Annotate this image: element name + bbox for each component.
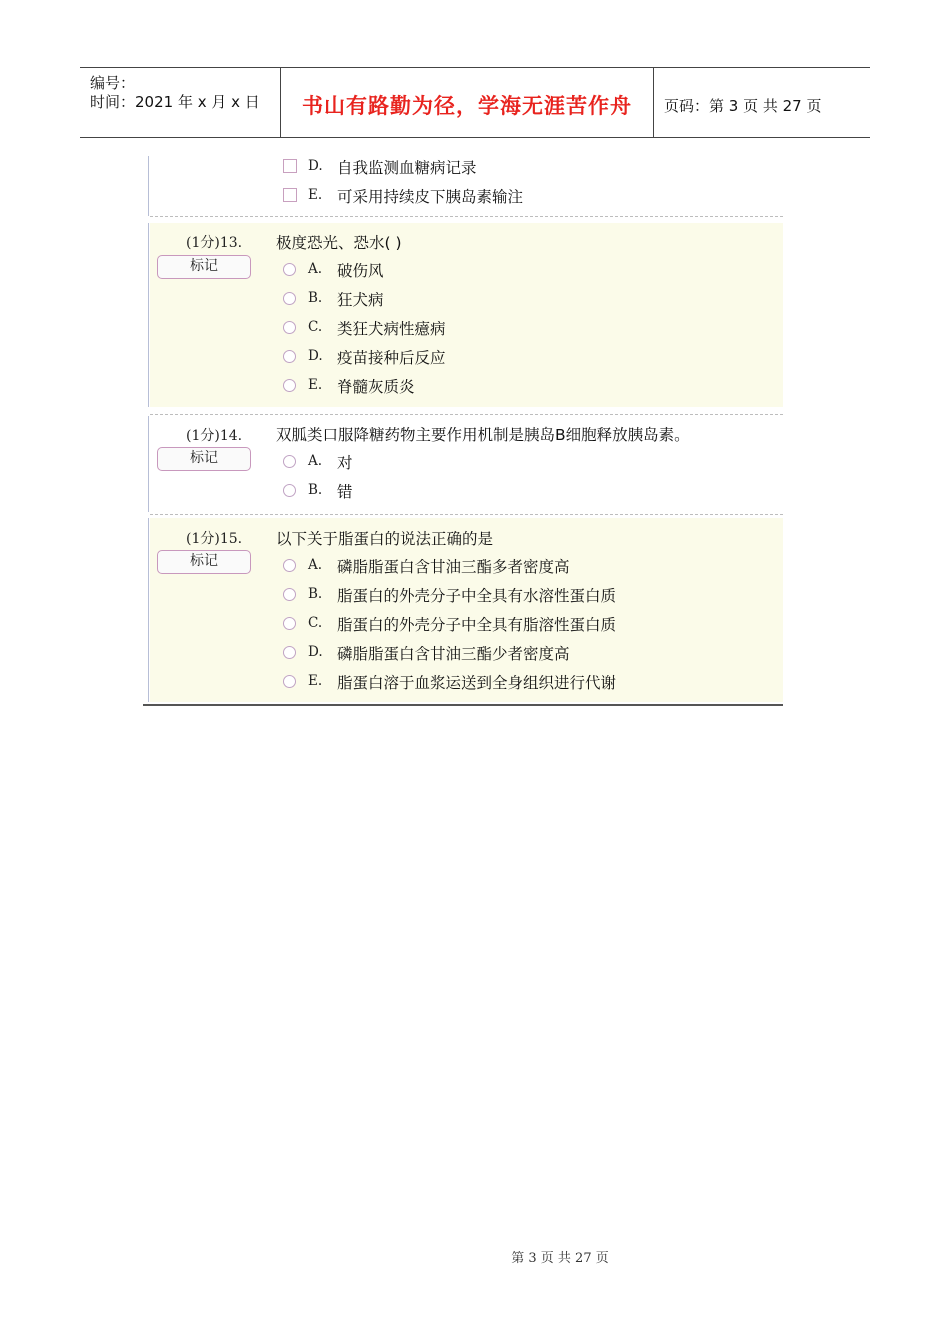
option-letter: E. (308, 377, 323, 393)
option-letter: D. (308, 158, 323, 174)
option-text: 可采用持续皮下胰岛素输注 (337, 188, 524, 206)
option-letter: D. (308, 348, 323, 364)
question-number: (1分)15. (186, 531, 243, 547)
divider (148, 223, 149, 407)
option-letter: A. (308, 261, 323, 277)
page-footer: 第 3 页 共 27 页 (511, 1251, 609, 1266)
motto: 书山有路勤为径，学海无涯苦作舟 (302, 94, 632, 118)
divider (148, 518, 149, 702)
question-text: 双胍类口服降糖药物主要作用机制是胰岛B细胞释放胰岛素。 (276, 426, 690, 444)
option-text: 狂犬病 (337, 291, 384, 309)
radio-button[interactable] (283, 675, 296, 688)
option-text: 对 (337, 454, 353, 472)
header-meta-cell (80, 68, 281, 137)
question-number: (1分)14. (186, 428, 243, 444)
question-number: (1分)13. (186, 235, 243, 251)
option-letter: A. (308, 557, 323, 573)
radio-button[interactable] (283, 350, 296, 363)
header-motto-cell (281, 68, 654, 137)
option-text: 脂蛋白的外壳分子中全具有水溶性蛋白质 (337, 587, 617, 605)
option-letter: A. (308, 453, 323, 469)
page-info: 页码：第 3 页 共 27 页 (664, 97, 822, 115)
radio-button[interactable] (283, 588, 296, 601)
document-header (80, 67, 870, 138)
divider (148, 156, 149, 216)
radio-button[interactable] (283, 379, 296, 392)
divider (150, 216, 783, 217)
option-letter: C. (308, 319, 323, 335)
option-text: 磷脂脂蛋白含甘油三酯多者密度高 (337, 558, 570, 576)
radio-button[interactable] (283, 321, 296, 334)
option-letter: B. (308, 290, 323, 306)
option-text: 类狂犬病性癔病 (337, 320, 446, 338)
question-13 (150, 223, 783, 407)
header-page-cell (654, 68, 870, 137)
radio-button[interactable] (283, 646, 296, 659)
option-text: 磷脂脂蛋白含甘油三酯少者密度高 (337, 645, 570, 663)
radio-button[interactable] (283, 292, 296, 305)
option-letter: D. (308, 644, 323, 660)
divider (150, 514, 783, 515)
option-letter: C. (308, 615, 323, 631)
option-text: 破伤风 (337, 262, 384, 280)
radio-button[interactable] (283, 559, 296, 572)
mark-button[interactable]: 标记 (157, 255, 251, 279)
option-text: 脊髓灰质炎 (337, 378, 415, 396)
option-text: 疫苗接种后反应 (337, 349, 446, 367)
question-15 (150, 518, 783, 702)
mark-button[interactable]: 标记 (157, 550, 251, 574)
radio-button[interactable] (283, 617, 296, 630)
radio-button[interactable] (283, 455, 296, 468)
option-text: 自我监测血糖病记录 (337, 159, 477, 177)
number-label: 编号： (90, 74, 136, 92)
question-text: 极度恐光、恐水( ) (276, 234, 402, 252)
radio-button[interactable] (283, 484, 296, 497)
option-letter: E. (308, 673, 323, 689)
mark-button[interactable]: 标记 (157, 447, 251, 471)
option-letter: E. (308, 187, 323, 203)
question-text: 以下关于脂蛋白的说法正确的是 (276, 530, 494, 548)
time-label: 时间：2021 年 x 月 x 日 (90, 93, 260, 111)
option-letter: B. (308, 586, 323, 602)
option-text: 错 (337, 483, 353, 501)
radio-button[interactable] (283, 263, 296, 276)
checkbox[interactable] (283, 188, 297, 202)
option-letter: B. (308, 482, 323, 498)
divider (150, 414, 783, 415)
question-14 (150, 416, 783, 512)
option-text: 脂蛋白的外壳分子中全具有脂溶性蛋白质 (337, 616, 617, 634)
divider (148, 416, 149, 512)
option-text: 脂蛋白溶于血浆运送到全身组织进行代谢 (337, 674, 617, 692)
checkbox[interactable] (283, 159, 297, 173)
